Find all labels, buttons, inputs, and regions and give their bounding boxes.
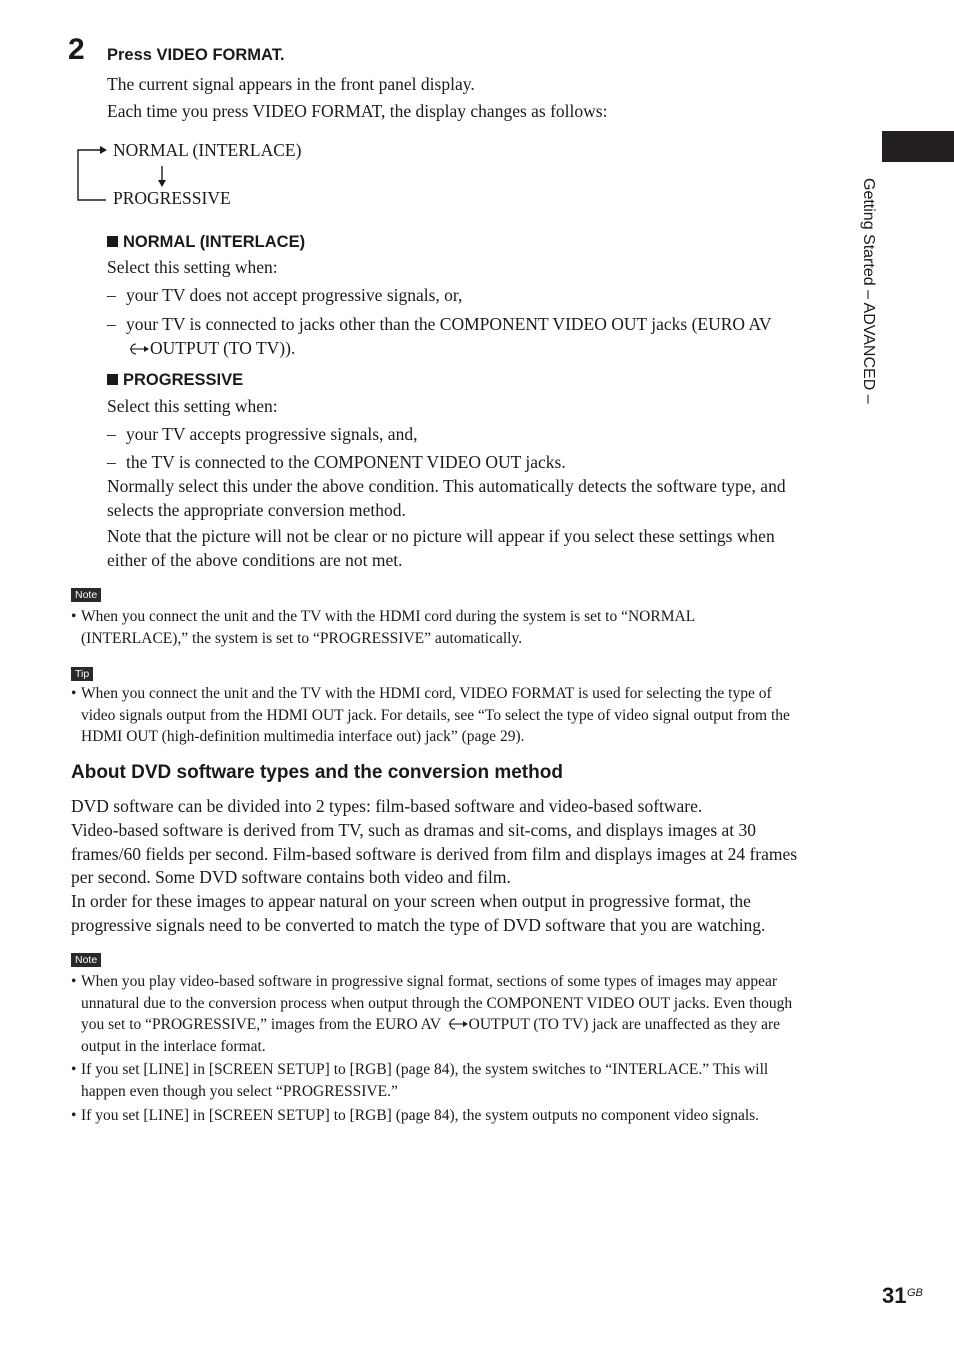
side-section-label: Getting Started – ADVANCED –: [860, 178, 877, 404]
normal-intro: Select this setting when:: [107, 257, 278, 277]
progressive-para-2a: Note that the picture will not be clear or no picture will appear if you select these settings when: [107, 526, 775, 546]
about-line-3: frames/60 fields per second. Film-based software is derived from film and displays images at 24 frames: [71, 844, 798, 864]
step-title: Press VIDEO FORMAT.: [107, 46, 285, 64]
step-line-1: The current signal appears in the front panel display.: [107, 74, 475, 94]
page-number-suffix: GB: [907, 1287, 923, 1299]
tip-bullet: • When you connect the unit and the TV with the HDMI cord, VIDEO FORMAT is used for selecting the type of video signals output from the HDMI OUT jack. For details, see “To select the type of video signal output from the HDMI OUT (high-definition multimedia interface out) jack” (page 29).: [71, 685, 790, 745]
note-badge: Note: [71, 953, 101, 967]
normal-item-2: – your TV is connected to jacks other than the COMPONENT VIDEO OUT jacks (EURO AV: [107, 314, 772, 334]
progressive-item-2: – the TV is connected to the COMPONENT VIDEO OUT jacks.: [107, 452, 566, 472]
side-tab-marker: [882, 131, 954, 162]
tip-badge: Tip: [71, 667, 93, 681]
progressive-para-1a: Normally select this under the above condition. This automatically detects the software type, and: [107, 476, 786, 496]
note2-bullet-1: • When you play video-based software in progressive signal format, sections of some types of images may appear unnatural due to the conversion process when output through the COMPONENT VIDEO OUT jacks. Even though you set to “PROGRESSIVE,” images from the EURO AV OUTPUT (TO TV) jack are unaffected as they are output in the interlace format.: [71, 973, 793, 1055]
progressive-para-1b: selects the appropriate conversion method.: [107, 500, 406, 520]
normal-item-2-cont: OUTPUT (TO TV)).: [107, 336, 867, 360]
about-line-2: Video-based software is derived from TV, such as dramas and sit-coms, and displays images at 30: [71, 820, 757, 840]
input-arrow-icon: [445, 1018, 469, 1030]
square-bullet-icon: [107, 236, 118, 247]
cycle-progressive-label: PROGRESSIVE: [113, 188, 231, 208]
step-number: 2: [68, 33, 84, 66]
about-heading: About DVD software types and the conversion method: [71, 762, 563, 783]
about-line-1: DVD software can be divided into 2 types: film-based software and video-based software.: [71, 796, 703, 816]
cycle-loop-line: [78, 150, 106, 200]
step-line-2: Each time you press VIDEO FORMAT, the display changes as follows:: [107, 101, 608, 121]
note2-bullet-3: • If you set [LINE] in [SCREEN SETUP] to [RGB] (page 84), the system outputs no component video signals.: [71, 1107, 760, 1124]
page-number: 31: [882, 1283, 907, 1308]
progressive-item-1: – your TV accepts progressive signals, and,: [107, 424, 418, 444]
progressive-heading: PROGRESSIVE: [107, 371, 243, 390]
normal-heading: NORMAL (INTERLACE): [107, 233, 305, 252]
normal-item-1: – your TV does not accept progressive signals, or,: [107, 285, 463, 305]
cycle-normal-label: NORMAL (INTERLACE): [113, 140, 302, 160]
input-arrow-icon: [126, 343, 150, 355]
about-line-6: progressive signals need to be converted to match the type of DVD software that you are watching.: [71, 915, 766, 935]
about-line-5: In order for these images to appear natural on your screen when output in progressive format, the: [71, 891, 751, 911]
square-bullet-icon: [107, 374, 118, 385]
progressive-intro: Select this setting when:: [107, 396, 278, 416]
cycle-arrowhead-right: [100, 146, 107, 154]
about-line-4: per second. Some DVD software contains both video and film.: [71, 867, 511, 887]
note1-bullet: • When you connect the unit and the TV with the HDMI cord during the system is set to “NORMAL (INTERLACE),” the system is set to “PROGRESSIVE” automatically.: [71, 608, 696, 647]
note-badge: Note: [71, 588, 101, 602]
note2-bullet-2: • If you set [LINE] in [SCREEN SETUP] to [RGB] (page 84), the system switches to “INTERLACE.” This will happen even though you select “PROGRESSIVE.”: [71, 1061, 769, 1100]
progressive-para-2b: either of the above conditions are not met.: [107, 550, 403, 570]
